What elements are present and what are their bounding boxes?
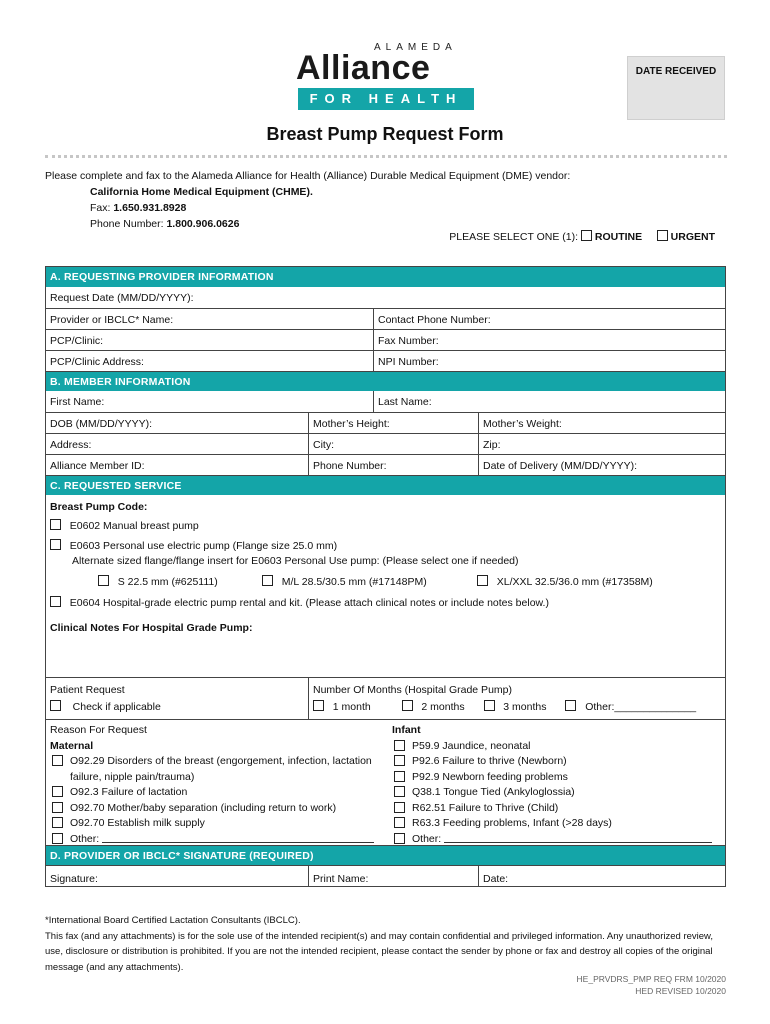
e0604-checkbox[interactable] [50, 596, 61, 607]
vendor-line: California Home Medical Equipment (CHME). [90, 186, 313, 198]
infant-item: P92.9 Newborn feeding problems [392, 770, 721, 786]
month-other-option: Other:______________ [565, 701, 696, 713]
vendor-name: California Home Medical Equipment (CHME) [90, 186, 310, 198]
intro-line: Please complete and fax to the Alameda Alliance for Health (Alliance) Durable Medical Equipment (DME) vendor: [45, 170, 571, 182]
section-c-header: C. REQUESTED SERVICE [46, 475, 725, 495]
flange-xl-label: XL/XXL 32.5/36.0 mm (#17358M) [496, 576, 653, 588]
section-d-header: D. PROVIDER OR IBCLC* SIGNATURE (REQUIRED) [46, 845, 725, 865]
infant-item: P59.9 Jaundice, neonatal [392, 739, 721, 755]
mother-weight-field[interactable]: Mother’s Weight: [478, 413, 725, 433]
fax-number-field[interactable]: Fax Number: [373, 330, 725, 350]
maternal-checkbox[interactable] [52, 817, 63, 828]
infant-item: R63.3 Feeding problems, Infant (>28 days) [392, 816, 721, 832]
infant-checkbox[interactable] [394, 817, 405, 828]
check-applicable-label: Check if applicable [72, 701, 161, 713]
patient-request-cell [46, 678, 308, 719]
maternal-reasons [46, 720, 392, 845]
fax-number: 1.650.931.8928 [113, 202, 187, 214]
reason-block [46, 719, 725, 845]
pump-code-label: Breast Pump Code: [50, 501, 148, 513]
e0602-option [50, 519, 199, 532]
flange-xl-checkbox[interactable] [477, 575, 488, 586]
flange-s-option [98, 575, 218, 588]
months-cell [308, 678, 725, 719]
months-options [313, 700, 721, 713]
infant-item: P92.6 Failure to thrive (Newborn) [392, 754, 721, 770]
routine-label: ROUTINE [594, 231, 643, 243]
confidentiality-notice: This fax (and any attachments) is for the sole use of the intended recipient(s) and may contain confidential and privileged information. Any unauthorized review, use, disclosure or distribution is prohibited. If you are not the intended recipient, please contact the sender by phone or fax and destroy all copies of the original message (and any attachments). [45, 930, 714, 973]
patient-request-label: Patient Request [50, 684, 125, 696]
city-field[interactable]: City: [308, 434, 478, 454]
flange-ml-option [262, 575, 427, 588]
pcp-clinic-field[interactable]: PCP/Clinic: [50, 335, 104, 347]
month-2-checkbox[interactable] [402, 700, 413, 711]
infant-checkbox[interactable] [394, 740, 405, 751]
zip-field[interactable]: Zip: [478, 434, 725, 454]
e0603-label: E0603 Personal use electric pump (Flange size 25.0 mm) [69, 540, 338, 552]
request-date-field[interactable]: Request Date (MM/DD/YYYY): [50, 292, 194, 304]
maternal-item: O92.3 Failure of lactation [50, 785, 388, 801]
form-code: HE_PRVDRS_PMP REQ FRM 10/2020 [576, 974, 726, 984]
infant-checkbox[interactable] [394, 786, 405, 797]
month-other-checkbox[interactable] [565, 700, 576, 711]
provider-name-field[interactable]: Provider or IBCLC* Name: [50, 314, 174, 326]
signature-date-field[interactable]: Date: [478, 866, 725, 886]
flange-s-checkbox[interactable] [98, 575, 109, 586]
maternal-other-checkbox[interactable] [52, 833, 63, 844]
month-3-option: 3 months [484, 701, 547, 713]
e0604-label: E0604 Hospital-grade electric pump rental and kit. (Please attach clinical notes or include notes below.) [69, 597, 549, 609]
infant-label: Infant [392, 724, 421, 736]
urgent-label: URGENT [670, 231, 715, 243]
clinical-notes-label: Clinical Notes For Hospital Grade Pump: [50, 622, 253, 634]
month-1-option: 1 month [313, 701, 371, 713]
member-phone-field[interactable]: Phone Number: [308, 455, 478, 475]
ibclc-note: *International Board Certified Lactation Consultants (IBCLC). [45, 915, 301, 926]
months-label: Number Of Months (Hospital Grade Pump) [313, 684, 512, 696]
print-name-field[interactable]: Print Name: [308, 866, 478, 886]
infant-other-checkbox[interactable] [394, 833, 405, 844]
contact-phone-field[interactable]: Contact Phone Number: [373, 309, 725, 329]
infant-checkbox[interactable] [394, 802, 405, 813]
member-id-field[interactable]: Alliance Member ID: [50, 460, 145, 472]
maternal-checkbox[interactable] [52, 755, 63, 766]
maternal-item: O92.29 Disorders of the breast (engorgement, infection, lactation failure, nipple pain/trauma) [50, 754, 388, 785]
check-applicable-option [50, 700, 304, 713]
section-b-header: B. MEMBER INFORMATION [46, 371, 725, 391]
first-name-field[interactable]: First Name: [50, 396, 105, 408]
infant-item: Q38.1 Tongue Tied (Ankyloglossia) [392, 785, 721, 801]
logo-top-text: ALAMEDA [374, 42, 457, 53]
infant-item-other: Other: [392, 832, 721, 848]
e0603-option [50, 539, 337, 552]
maternal-label: Maternal [50, 739, 94, 752]
logo-main-text: Alliance [296, 49, 431, 87]
maternal-item-other: Other: [50, 832, 388, 848]
reason-label: Reason For Request [50, 724, 147, 736]
service-block [46, 495, 725, 677]
phone-number: 1.800.906.0626 [166, 218, 240, 230]
month-1-checkbox[interactable] [313, 700, 324, 711]
delivery-date-field[interactable]: Date of Delivery (MM/DD/YYYY): [478, 455, 725, 475]
address-field[interactable]: Address: [50, 439, 92, 451]
clinical-notes-area[interactable] [46, 637, 725, 677]
priority-label: PLEASE SELECT ONE (1): [449, 231, 579, 243]
fax-line: Fax: 1.650.931.8928 [90, 202, 187, 214]
revision-code: HED REVISED 10/2020 [635, 986, 726, 996]
patient-request-checkbox[interactable] [50, 700, 61, 711]
date-received-box: DATE RECEIVED [627, 56, 725, 120]
e0604-option [50, 596, 549, 609]
maternal-other-line[interactable] [102, 832, 374, 843]
infant-checkbox[interactable] [394, 771, 405, 782]
page-title: Breast Pump Request Form [266, 124, 504, 144]
mother-height-field[interactable]: Mother’s Height: [308, 413, 478, 433]
dob-field[interactable]: DOB (MM/DD/YYYY): [50, 418, 153, 430]
e0603-checkbox[interactable] [50, 539, 61, 550]
priority-select [449, 230, 715, 243]
pcp-address-field[interactable]: PCP/Clinic Address: [50, 356, 144, 368]
maternal-item: O92.70 Mother/baby separation (including return to work) [50, 801, 388, 817]
dotted-divider [45, 155, 727, 158]
maternal-item: O92.70 Establish milk supply [50, 816, 388, 832]
last-name-field[interactable]: Last Name: [373, 391, 725, 412]
flange-ml-checkbox[interactable] [262, 575, 273, 586]
footer-text [45, 913, 730, 975]
maternal-checkbox[interactable] [52, 786, 63, 797]
month-3-checkbox[interactable] [484, 700, 495, 711]
infant-other-line[interactable] [444, 832, 712, 843]
flange-xl-option [477, 575, 653, 588]
routine-checkbox[interactable] [581, 230, 592, 241]
e0602-label: E0602 Manual breast pump [69, 520, 199, 532]
maternal-checkbox[interactable] [52, 802, 63, 813]
infant-item: R62.51 Failure to Thrive (Child) [392, 801, 721, 817]
infant-checkbox[interactable] [394, 755, 405, 766]
flange-s-label: S 22.5 mm (#625111) [117, 576, 218, 588]
form-codes [577, 973, 726, 997]
alliance-logo [296, 42, 476, 112]
phone-line: Phone Number: 1.800.906.0626 [90, 218, 240, 230]
logo-bar-text: FOR HEALTH [298, 88, 474, 110]
section-a-header: A. REQUESTING PROVIDER INFORMATION [46, 267, 725, 287]
intro-text [45, 168, 725, 232]
infant-reasons [392, 720, 725, 845]
e0602-checkbox[interactable] [50, 519, 61, 530]
signature-field[interactable]: Signature: [50, 873, 98, 885]
month-2-option: 2 months [402, 701, 465, 713]
flange-ml-label: M/L 28.5/30.5 mm (#17148PM) [281, 576, 427, 588]
alt-flange-text: Alternate sized flange/flange insert for E0603 Personal Use pump: (Please select one if needed) [72, 555, 519, 567]
urgent-checkbox[interactable] [657, 230, 668, 241]
npi-number-field[interactable]: NPI Number: [373, 351, 725, 371]
request-form [45, 266, 726, 887]
